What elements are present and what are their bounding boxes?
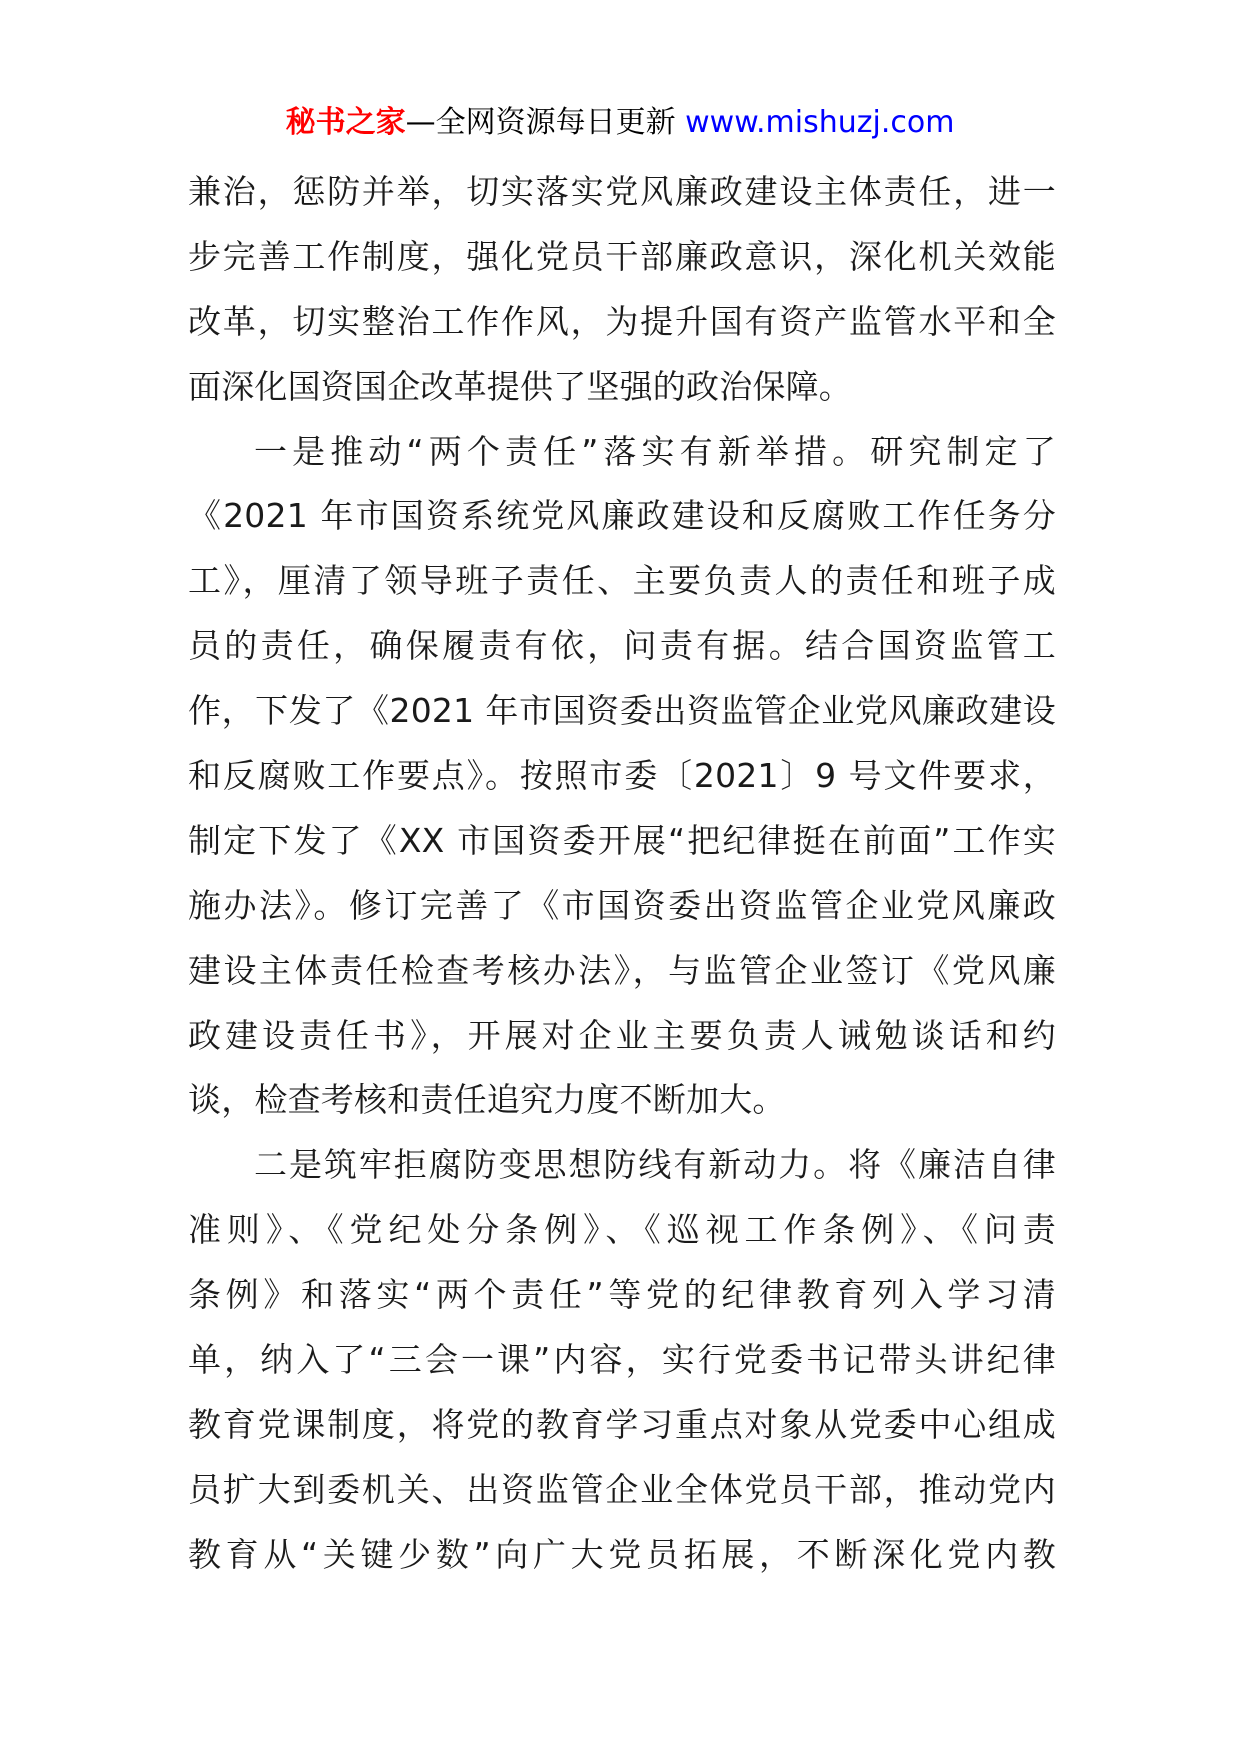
paragraph-start: 二是筑牢拒腐防变思想防线有新动力。将《廉洁自律 bbox=[254, 1145, 1056, 1185]
paragraph-start: 一是推动“两个责任”落实有新举措。研究制定了 bbox=[254, 431, 1056, 471]
site-tagline: —全网资源每日更新 bbox=[405, 105, 676, 140]
site-header bbox=[0, 103, 1240, 143]
text-line: 施办法》。修订完善了《市国资委出资监管企业党风廉政 bbox=[188, 885, 1056, 925]
text-line: 作，下发了《2021 年市国资委出资监管企业党风廉政建设 bbox=[188, 691, 1056, 731]
text-line: 谈，检查考核和责任追究力度不断加大。 bbox=[188, 1080, 786, 1120]
text-line: 单，纳入了“三会一课”内容，实行党委书记带头讲纪律 bbox=[188, 1340, 1056, 1380]
document-body bbox=[188, 160, 1056, 1588]
text-line: 工》，厘清了领导班子责任、主要负责人的责任和班子成 bbox=[188, 561, 1056, 601]
text-line: 面深化国资国企改革提供了坚强的政治保障。 bbox=[188, 366, 852, 406]
text-line: 教育党课制度，将党的教育学习重点对象从党委中心组成 bbox=[188, 1404, 1056, 1444]
text-line: 员的责任，确保履责有依，问责有据。结合国资监管工 bbox=[188, 626, 1056, 666]
text-line: 改革，切实整治工作作风，为提升国有资产监管水平和全 bbox=[188, 301, 1056, 341]
text-line: 建设主体责任检查考核办法》，与监管企业签订《党风廉 bbox=[188, 950, 1056, 990]
text-line: 政建设责任书》，开展对企业主要负责人诫勉谈话和约 bbox=[188, 1015, 1056, 1055]
text-line: 员扩大到委机关、出资监管企业全体党员干部，推动党内 bbox=[188, 1469, 1056, 1509]
text-line: 准则》、《党纪处分条例》、《巡视工作条例》、《问责 bbox=[188, 1210, 1056, 1250]
text-line: 兼治，惩防并举，切实落实党风廉政建设主体责任，进一 bbox=[188, 172, 1056, 211]
text-line: 和反腐败工作要点》。按照市委〔2021〕9 号文件要求， bbox=[188, 756, 1056, 796]
text-line: 条例》和落实“两个责任”等党的纪律教育列入学习清 bbox=[188, 1275, 1056, 1315]
text-line: 教育从“关键少数”向广大党员拓展，不断深化党内教 bbox=[188, 1534, 1056, 1574]
site-url[interactable]: www.mishuzj.com bbox=[685, 105, 955, 140]
text-line: 步完善工作制度，强化党员干部廉政意识，深化机关效能 bbox=[188, 236, 1056, 276]
site-brand: 秘书之家 bbox=[285, 105, 406, 140]
text-line: 制定下发了《XX 市国资委开展“把纪律挺在前面”工作实 bbox=[188, 820, 1056, 860]
text-line: 《2021 年市国资系统党风廉政建设和反腐败工作任务分 bbox=[188, 496, 1056, 536]
